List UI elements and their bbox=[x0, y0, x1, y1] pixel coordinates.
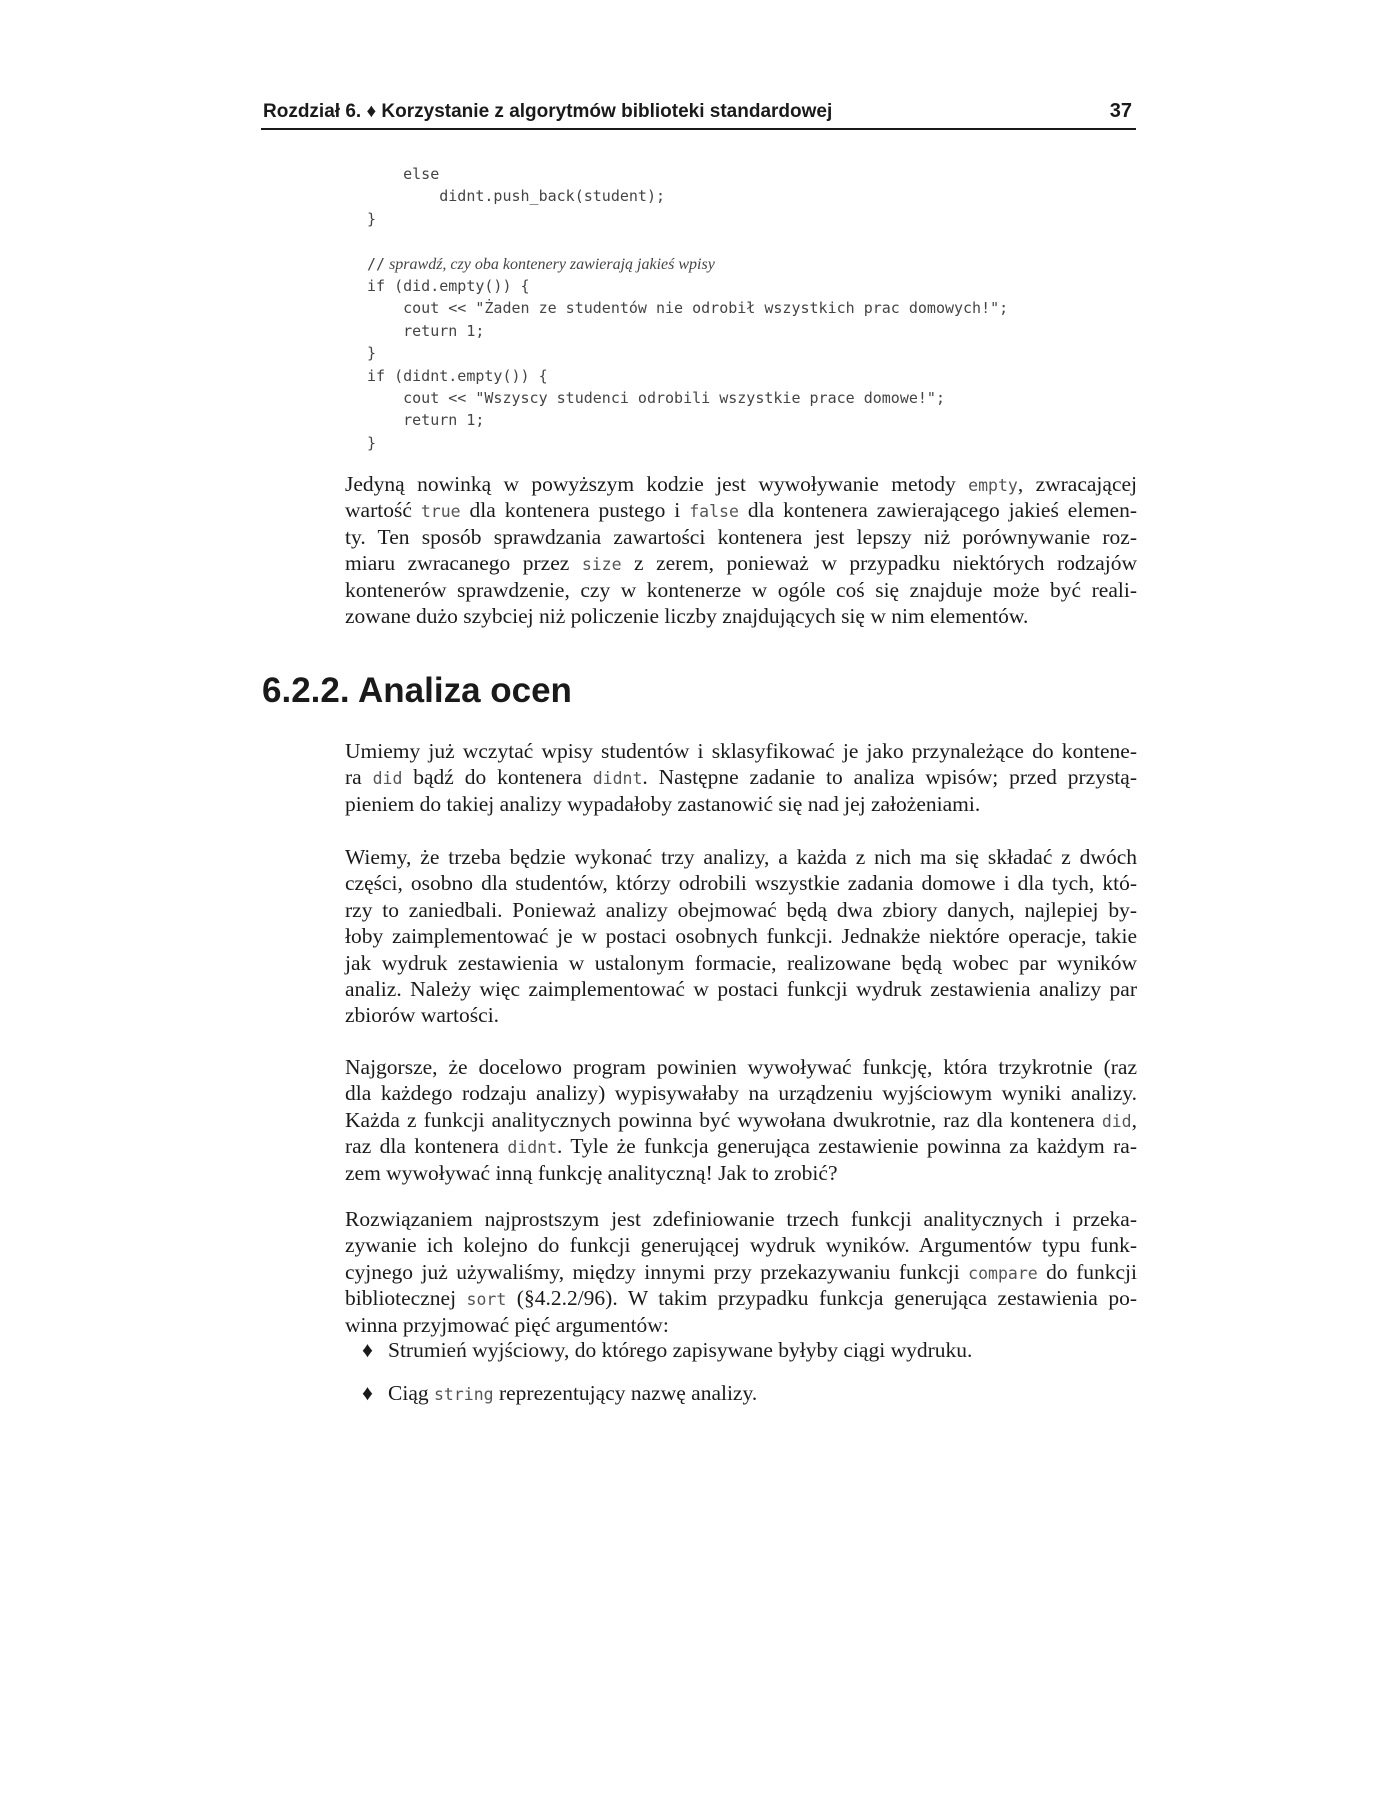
code-line: cout << "Wszyscy studenci odrobili wszystkie prace domowe!"; bbox=[367, 388, 945, 407]
code-line: } bbox=[367, 209, 377, 228]
text-line: ra did bądź do kontenera didnt. Następne zadanie to analiza wpisów; przed przystą- bbox=[345, 765, 1137, 790]
page-number: 37 bbox=[1109, 100, 1132, 122]
text-line: Każda z funkcji analitycznych powinna być wywołana dwukrotnie, raz dla kontenera did, bbox=[345, 1107, 1137, 1132]
code-line: cout << "Żaden ze studentów nie odrobił wszystkich prac domowych!"; bbox=[367, 299, 1009, 318]
inline-code: didnt bbox=[507, 1138, 557, 1158]
inline-code: didnt bbox=[592, 769, 643, 789]
inline-code: size bbox=[581, 555, 622, 575]
running-header bbox=[261, 96, 1136, 130]
text-line: rzy to zaniedbali. Ponieważ analizy obejmować będą dwa zbiory danych, najlepiej by- bbox=[345, 897, 1137, 922]
text-line: bibliotecznej sort (§4.2.2/96). W takim przypadku funkcja generująca zestawienia po- bbox=[345, 1286, 1137, 1311]
text-line: raz dla kontenera didnt. Tyle że funkcja generująca zestawienie powinna za każdym ra- bbox=[345, 1134, 1137, 1159]
text-line: analiz. Należy więc zaimplementować w postaci funkcji wydruk zestawienia analizy par bbox=[345, 976, 1137, 1001]
text-line: zem wywoływać inną funkcję analityczną! Jak to zrobić? bbox=[345, 1160, 838, 1185]
code-line: } bbox=[367, 344, 377, 363]
inline-code: true bbox=[420, 502, 461, 522]
code-line: return 1; bbox=[367, 321, 485, 340]
text-line: części, osobno dla studentów, którzy odrobili wszystkie zadania domowe i dla tych, któ- bbox=[345, 871, 1137, 896]
text-line: zywanie ich kolejno do funkcji generującej wydruk wyników. Argumentów typu funk- bbox=[345, 1233, 1137, 1258]
text-line: kontenerów sprawdzenie, czy w kontenerze w ogóle coś się znajduje może być reali- bbox=[345, 577, 1137, 602]
bullet-diamond-icon: ♦ bbox=[362, 1338, 373, 1362]
code-line: if (did.empty()) { bbox=[367, 276, 530, 295]
code-listing bbox=[367, 163, 1008, 454]
text-line: Wiemy, że trzeba będzie wykonać trzy analizy, a każda z nich ma się składać z dwóch bbox=[345, 845, 1137, 869]
inline-code: compare bbox=[968, 1263, 1038, 1283]
paragraph-three-analyses bbox=[345, 844, 1137, 1029]
text-line: cyjnego już używaliśmy, między innymi przy przekazywaniu funkcji compare do funkcji bbox=[345, 1259, 1137, 1284]
paragraph-solution bbox=[345, 1206, 1137, 1338]
inline-code: string bbox=[433, 1385, 494, 1404]
text-line: wartość true dla kontenera pustego i false dla kontenera zawierającego jakieś elemen- bbox=[345, 498, 1138, 523]
code-line: if (didnt.empty()) { bbox=[367, 366, 548, 385]
paragraph-intro bbox=[345, 738, 1137, 817]
paragraph-problem bbox=[345, 1054, 1137, 1186]
text-line: Rozwiązaniem najprostszym jest zdefiniowanie trzech funkcji analitycznych i przeka- bbox=[345, 1207, 1137, 1231]
text-line: Najgorsze, że docelowo program powinien wywoływać funkcję, która trzykrotnie (raz bbox=[345, 1055, 1137, 1079]
code-line: } bbox=[367, 433, 377, 452]
text-line: pieniem do takiej analizy wypadałoby zastanowić się nad jej założeniami. bbox=[345, 791, 981, 816]
paragraph-empty-method bbox=[345, 471, 1137, 629]
inline-code: did bbox=[1101, 1111, 1132, 1131]
inline-code: empty bbox=[968, 476, 1018, 495]
text-line: miaru zwracanego przez size z zerem, ponieważ w przypadku niektórych rodzajów bbox=[345, 551, 1137, 576]
code-comment-line bbox=[367, 253, 1008, 275]
text-line: Jedyną nowinką w powyższym kodzie jest wywoływanie metody empty, zwracającej bbox=[345, 472, 1137, 496]
code-line: didnt.push_back(student); bbox=[367, 187, 666, 206]
comment-marker: // bbox=[367, 254, 386, 273]
text-line: ty. Ten sposób sprawdzania zawartości kontenera jest lepszy niż porównywanie roz- bbox=[345, 524, 1137, 549]
section-heading: 6.2.2. Analiza ocen bbox=[262, 671, 572, 710]
bullet-item: ♦ Strumień wyjściowy, do którego zapisywane byłyby ciągi wydruku. bbox=[362, 1338, 973, 1362]
text-line: łoby zaimplementować je w postaci osobnych funkcji. Jednakże niektóre operacje, takie bbox=[345, 924, 1137, 949]
inline-code: sort bbox=[466, 1290, 507, 1310]
bullet-item: ♦ Ciąg string reprezentujący nazwę analizy. bbox=[362, 1381, 758, 1405]
code-line bbox=[367, 230, 1008, 252]
text-line: Umiemy już wczytać wpisy studentów i sklasyfikować je jako przynależące do kontene- bbox=[345, 739, 1137, 763]
bullet-diamond-icon: ♦ bbox=[362, 1381, 373, 1405]
text-line: winna przyjmować pięć argumentów: bbox=[345, 1312, 669, 1337]
text-line: zowane dużo szybciej niż policzenie liczby znajdujących się w nim elementów. bbox=[345, 603, 1029, 628]
code-line: else bbox=[367, 165, 440, 183]
text-line: dla każdego rodzaju analizy) wypisywałaby na urządzeniu wyjściowym wyniki analizy. bbox=[345, 1081, 1137, 1106]
text-line: jak wydruk zestawienia w ustalonym formacie, realizowane będą wobec par wyników bbox=[345, 950, 1137, 975]
code-line: return 1; bbox=[367, 411, 485, 430]
text-line: zbiorów wartości. bbox=[345, 1003, 500, 1028]
inline-code: did bbox=[372, 769, 403, 789]
code-comment: sprawdź, czy oba kontenery zawierają jakieś wpisy bbox=[385, 255, 715, 273]
chapter-title: Rozdział 6. ♦ Korzystanie z algorytmów biblioteki standardowej bbox=[263, 101, 833, 122]
inline-code: false bbox=[689, 502, 739, 522]
